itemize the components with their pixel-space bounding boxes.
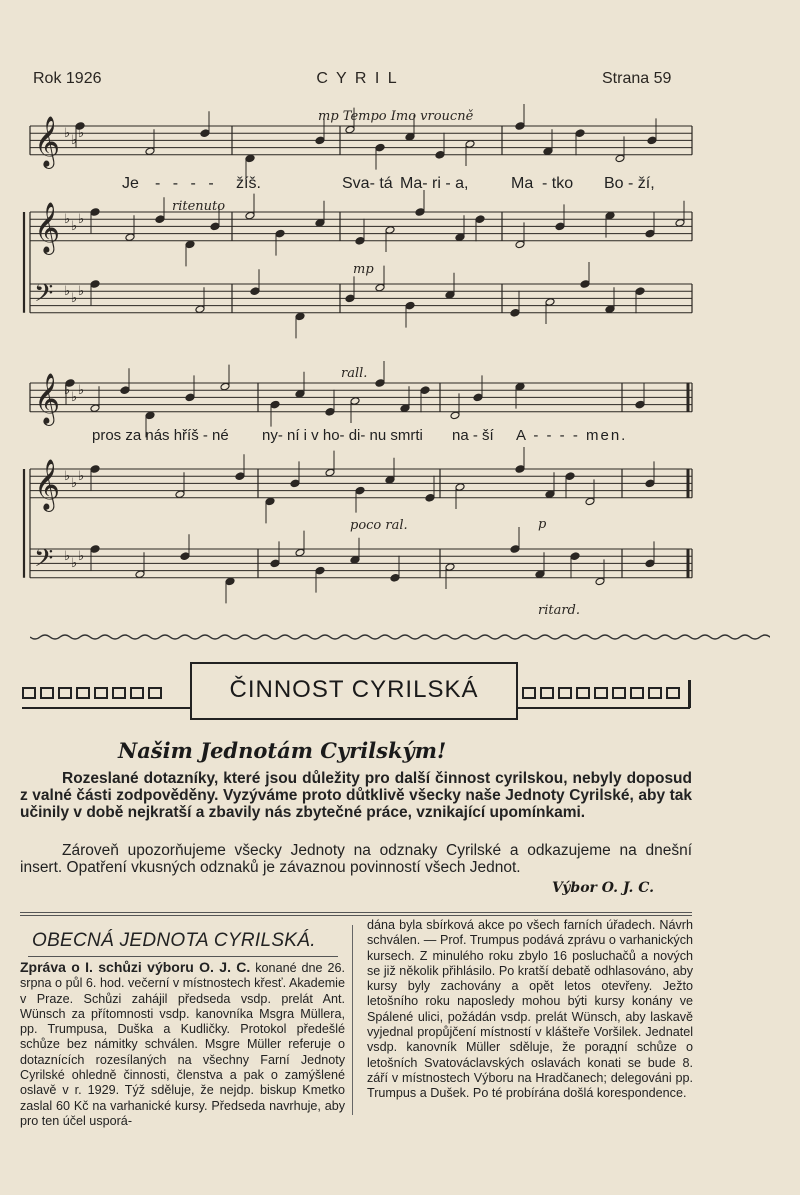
notehead (405, 301, 415, 310)
notehead (675, 219, 685, 228)
ritard-marking: ritard. (538, 603, 581, 618)
notehead (445, 563, 455, 572)
notehead (155, 215, 165, 224)
notehead (515, 465, 525, 474)
notehead (420, 386, 430, 395)
notehead (645, 479, 655, 488)
notehead (605, 305, 615, 314)
flat-sign: ♭ (78, 548, 85, 564)
notehead (345, 294, 355, 303)
notehead (580, 280, 590, 289)
notehead (465, 140, 475, 149)
flat-sign: ♭ (64, 125, 71, 141)
notehead (235, 472, 245, 481)
notehead (90, 404, 100, 413)
treble-clef: 𝄞 (34, 202, 61, 253)
notehead (400, 404, 410, 413)
notehead (355, 237, 365, 246)
flat-sign: ♭ (71, 556, 78, 571)
article-column-1 (20, 960, 345, 1129)
notehead (90, 280, 100, 289)
notehead (455, 483, 465, 492)
article-text: konané dne 26. srpna o půl 6. hod. večerní v místnostech křesť. Akademie v Praze. Schůzi zahájil předseda vsdp. prelát Ant. Wünsch za přítomnosti vsdp. kanovníka Msgra Müllera, pp. Trumpusa, Duška a Kudličky. Protokol předešlé schůze bez námitky schválen. Msgre Müller referuje o dotaznících rozesílaných na všechny Farní Jednoty Cyrilské ohledně činnosti, členstva a pak o zamýšlené oslavě v r. 1929. Týž sděluje, že nejdp. biskup Kmetko zaslal 60 Kč na varhanické kursy. Předseda navrhuje, aby pro ten účel usporá- (20, 961, 345, 1128)
notehead (270, 559, 280, 568)
wavy-divider (30, 630, 770, 644)
notehead (315, 136, 325, 145)
notehead (210, 222, 220, 231)
notehead (415, 208, 425, 217)
notehead (245, 211, 255, 220)
notehead (345, 125, 355, 134)
rall-marking: rall. (341, 366, 368, 381)
notehead (175, 490, 185, 499)
notehead (425, 494, 435, 503)
journal-title: C Y R I L (316, 70, 399, 87)
section-rule (20, 915, 692, 916)
notehead (605, 211, 615, 220)
notehead (120, 386, 130, 395)
page-year: Rok 1926 (33, 70, 102, 87)
ornament-rule-left (22, 707, 190, 709)
lyric-syllable: Je (122, 175, 139, 192)
notehead (135, 570, 145, 579)
article-title: OBECNÁ JEDNOTA CYRILSKÁ. (32, 930, 316, 951)
flat-sign: ♭ (78, 211, 85, 227)
notehead (265, 497, 275, 506)
flat-sign: ♭ (71, 476, 78, 491)
notehead (315, 219, 325, 228)
notehead (270, 400, 280, 409)
lyric-syllable: Ma (511, 175, 534, 192)
notehead (245, 154, 255, 163)
bass-clef: 𝄢 (34, 279, 54, 314)
notehead (570, 552, 580, 561)
notehead (200, 129, 210, 138)
notehead (180, 552, 190, 561)
flat-sign: ♭ (64, 548, 71, 564)
notehead (450, 411, 460, 420)
flat-sign: ♭ (64, 211, 71, 227)
notehead (635, 287, 645, 296)
article-column-2: dána byla sbírková akce po všech farních úřadech. Návrh schválen. — Prof. Trumpus podává zprávu o varhanických kursech. Z minulého roku zbylo 16 posluchačů a nových se již několik přihlásilo. Po kratší debatě odhlasováno, aby kursy byly zachovány a opět letos otevřeny. Ježto letošního roku naposledy mohou býti kursy konány ve Spálené ulici, požádán vsdp. prelát Wünsch, aby laskavě vyjednal propůjčení místností v klášteře Voršilek. Jednatel vsdp. kanovník Müller sděluje, že porадní schůze o letošních Svatováclavských oslavách konati se bude 8. září v místnostech Výboru na Hradčanech; delegováni pp. Trumpus a Dušek. Po té probírána došlá korespondence. (367, 918, 693, 1101)
mp-marking: mp (353, 262, 374, 277)
notehead (555, 222, 565, 231)
notehead (615, 154, 625, 163)
notehead (375, 283, 385, 292)
notehead (350, 556, 360, 565)
notehead (473, 393, 483, 402)
flat-sign: ♭ (64, 468, 71, 484)
lyric-syllable: na - ší (452, 427, 494, 444)
lyric-syllable: Bo - ží, (604, 175, 655, 192)
lyric-syllable: - tko (542, 175, 574, 192)
section-rule (20, 912, 692, 913)
flat-sign: ♭ (78, 468, 85, 484)
notehead (647, 136, 657, 145)
notehead (295, 548, 305, 557)
notehead (475, 215, 485, 224)
flat-sign: ♭ (64, 283, 71, 299)
lyric-syllable: pros za nás hříš - né (92, 427, 229, 444)
notehead (515, 382, 525, 391)
flat-sign: ♭ (71, 291, 78, 306)
page-number: Strana 59 (602, 70, 672, 87)
flat-sign: ♭ (71, 133, 78, 148)
section-title: ČINNOST CYRILSKÁ (229, 676, 479, 703)
lyric-syllable: A - - - - men. (516, 427, 628, 444)
column-divider (352, 925, 353, 1115)
notehead (535, 570, 545, 579)
ornament-right (522, 683, 680, 703)
ornament-rule-right (518, 707, 690, 709)
poco-ral-marking: poco ral. (350, 518, 408, 533)
flat-sign: ♭ (78, 125, 85, 141)
notehead (390, 574, 400, 583)
notehead (635, 400, 645, 409)
notehead (385, 476, 395, 485)
flat-sign: ♭ (71, 390, 78, 405)
notehead (225, 577, 235, 586)
notehead (275, 229, 285, 238)
notehead (645, 229, 655, 238)
notehead (195, 305, 205, 314)
notehead (220, 382, 230, 391)
notehead (575, 129, 585, 138)
notehead (515, 122, 525, 131)
notehead (545, 298, 555, 307)
article-heading: Zpráva o I. schůzi výboru O. J. C. (20, 959, 251, 975)
notehead (145, 147, 155, 156)
notehead (645, 559, 655, 568)
treble-clef: 𝄞 (34, 459, 61, 510)
ornament-left (22, 683, 162, 703)
notehead (405, 133, 415, 142)
notehead (295, 390, 305, 399)
lyric-syllable: Ma- ri - a, (400, 175, 469, 192)
notehead (145, 411, 155, 420)
notehead (445, 291, 455, 300)
notehead (350, 397, 360, 406)
notehead (90, 545, 100, 554)
notice-paragraph-2: Zároveň upozorňujeme všecky Jednoty na odznaky Cyrilské a odkazujeme na dnešní insert. Opatření vkusných odznaků je závaznou povinností všech Jednot. (20, 842, 692, 876)
flat-sign: ♭ (64, 382, 71, 398)
notehead (315, 566, 325, 575)
article-title-rule (28, 956, 338, 957)
ornament-end-bar (688, 680, 691, 708)
flat-sign: ♭ (71, 219, 78, 234)
lyric-syllable: ny- ní i v ho- di- nu smrti (262, 427, 423, 444)
notehead (125, 233, 135, 242)
notehead (90, 465, 100, 474)
notehead (295, 312, 305, 321)
notehead (595, 577, 605, 586)
notehead (290, 479, 300, 488)
notehead (515, 240, 525, 249)
flat-sign: ♭ (78, 382, 85, 398)
tempo-marking: mp Tempo Imo vroucně (318, 109, 474, 124)
notehead (375, 379, 385, 388)
notehead (510, 309, 520, 318)
notehead (385, 226, 395, 235)
lyric-syllable: Sva- tá (342, 175, 393, 192)
treble-clef: 𝄞 (34, 116, 61, 167)
notehead (455, 233, 465, 242)
notehead (325, 468, 335, 477)
treble-clef: 𝄞 (34, 373, 61, 424)
bass-clef: 𝄢 (34, 544, 54, 579)
greeting-heading: Našim Jednotám Cyrilským! (118, 738, 447, 763)
notehead (90, 208, 100, 217)
notehead (510, 545, 520, 554)
notice-paragraph-1: Rozeslané dotazníky, které jsou důležity pro další činnost cyrilskou, nebyly doposud z valné části zodpověděny. Vyzýváme proto důtklivě všecky naše Jednoty Cyrilské, aby tak učinily v době nejkratší a zbavily nás zbytečné práce, vznikající upomínkami. (20, 770, 692, 821)
lyric-syllable: žíš. (236, 175, 261, 192)
signature: Výbor O. J. C. (552, 880, 654, 896)
ritenuto-marking: ritenuto (172, 199, 226, 214)
notehead (250, 287, 260, 296)
notehead (325, 408, 335, 417)
notehead (185, 393, 195, 402)
notehead (545, 490, 555, 499)
notehead (185, 240, 195, 249)
notehead (435, 151, 445, 160)
notehead (565, 472, 575, 481)
flat-sign: ♭ (78, 283, 85, 299)
lyric-syllable: - - - - (155, 175, 218, 192)
p-marking: p (538, 517, 547, 532)
notehead (543, 147, 553, 156)
notehead (375, 143, 385, 152)
notehead (355, 486, 365, 495)
notehead (585, 497, 595, 506)
